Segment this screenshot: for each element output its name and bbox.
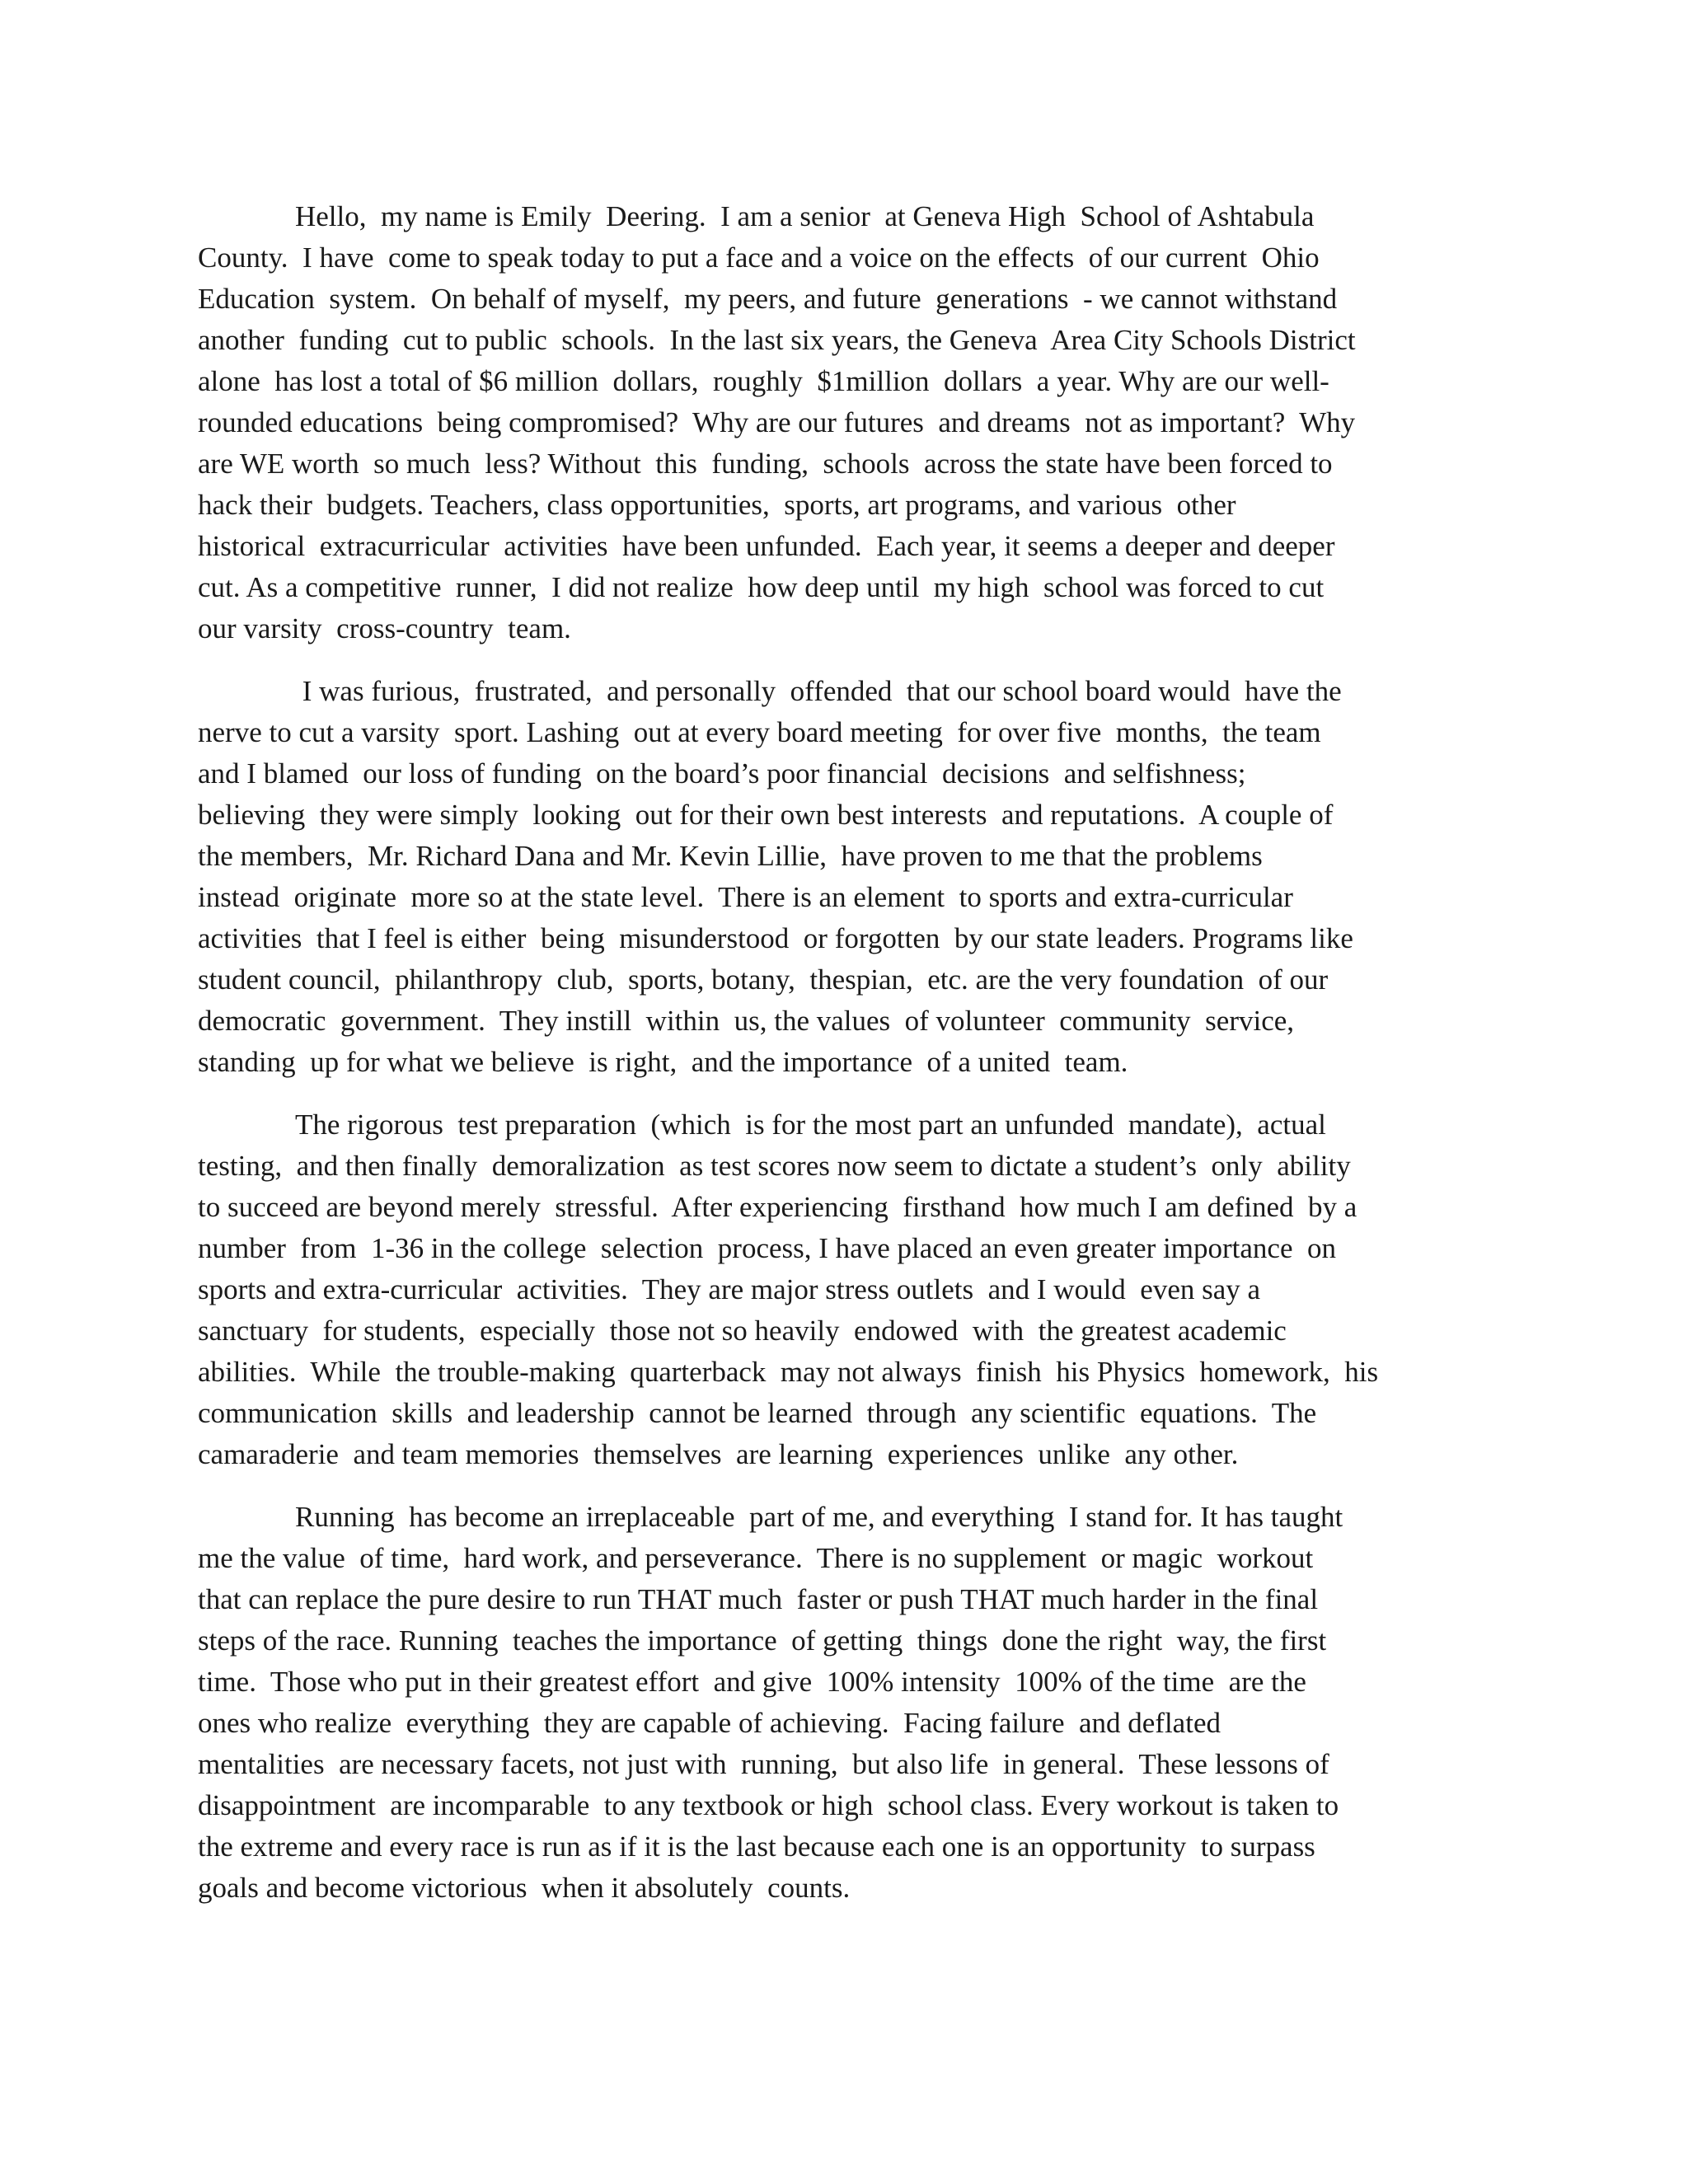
text-line: democratic government. They instill within us, the values of volunteer community service, bbox=[198, 1005, 1295, 1037]
text-line: The rigorous test preparation (which is for the most part an unfunded mandate), actual bbox=[295, 1108, 1326, 1141]
text-line: our varsity cross-country team. bbox=[198, 612, 571, 644]
text-line: and I blamed our loss of funding on the board’s poor financial decisions and selfishness; bbox=[198, 757, 1246, 790]
paragraph-2 bbox=[198, 671, 1471, 1083]
text-line: the extreme and every race is run as if it is the last because each one is an opportunity to surpass bbox=[198, 1830, 1315, 1863]
text-line: believing they were simply looking out for their own best interests and reputations. A couple of bbox=[198, 799, 1334, 831]
paragraph-3 bbox=[198, 1104, 1471, 1475]
text-line: steps of the race. Running teaches the importance of getting things done the right way, the first bbox=[198, 1624, 1327, 1657]
text-line: rounded educations being compromised? Why are our futures and dreams not as important? Why bbox=[198, 406, 1356, 438]
text-line: testing, and then finally demoralization as test scores now seem to dictate a student’s only ability bbox=[198, 1150, 1351, 1182]
text-line: alone has lost a total of $6 million dollars, roughly $1million dollars a year. Why are our well- bbox=[198, 365, 1329, 397]
text-line: are WE worth so much less? Without this funding, schools across the state have been forced to bbox=[198, 448, 1333, 480]
text-line: disappointment are incomparable to any textbook or high school class. Every workout is taken to bbox=[198, 1789, 1339, 1821]
text-line: number from 1-36 in the college selection process, I have placed an even greater importance on bbox=[198, 1232, 1336, 1264]
paragraph-spacer bbox=[198, 1475, 1471, 1497]
paragraph-4 bbox=[198, 1497, 1471, 1909]
text-line: the members, Mr. Richard Dana and Mr. Kevin Lillie, have proven to me that the problems bbox=[198, 840, 1263, 872]
text-line: goals and become victorious when it absolutely counts. bbox=[198, 1872, 851, 1904]
text-line: activities that I feel is either being misunderstood or forgotten by our state leaders. Programs like bbox=[198, 922, 1353, 954]
text-line: hack their budgets. Teachers, class opportunities, sports, art programs, and various other bbox=[198, 489, 1236, 521]
text-line: I was furious, frustrated, and personally offended that our school board would have the bbox=[295, 675, 1342, 707]
text-line: Hello, my name is Emily Deering. I am a senior at Geneva High School of Ashtabula bbox=[295, 200, 1315, 232]
text-line: mentalities are necessary facets, not just with running, but also life in general. These lessons of bbox=[198, 1748, 1329, 1780]
text-line: standing up for what we believe is right, and the importance of a united team. bbox=[198, 1046, 1128, 1078]
paragraph-spacer bbox=[198, 1083, 1471, 1104]
text-line: to succeed are beyond merely stressful. After experiencing firsthand how much I am defined by a bbox=[198, 1191, 1357, 1223]
paragraph-spacer bbox=[198, 649, 1471, 671]
text-line: abilities. While the trouble-making quarterback may not always finish his Physics homework, his bbox=[198, 1356, 1379, 1388]
text-line: Running has become an irreplaceable part of me, and everything I stand for. It has taught bbox=[295, 1501, 1343, 1533]
text-line: cut. As a competitive runner, I did not realize how deep until my high school was forced to cut bbox=[198, 571, 1325, 603]
document-body bbox=[198, 196, 1471, 1909]
text-line: nerve to cut a varsity sport. Lashing out at every board meeting for over five months, the team bbox=[198, 716, 1321, 748]
text-line: County. I have come to speak today to put a face and a voice on the effects of our current Ohio bbox=[198, 241, 1320, 274]
text-line: instead originate more so at the state level. There is an element to sports and extra-curricular bbox=[198, 881, 1293, 913]
text-line: communication skills and leadership cannot be learned through any scientific equations. The bbox=[198, 1397, 1317, 1429]
paragraph-1 bbox=[198, 196, 1471, 649]
text-line: another funding cut to public schools. In the last six years, the Geneva Area City Schools District bbox=[198, 324, 1356, 356]
text-line: historical extracurricular activities have been unfunded. Each year, it seems a deeper and deeper bbox=[198, 530, 1335, 562]
text-line: time. Those who put in their greatest effort and give 100% intensity 100% of the time are the bbox=[198, 1666, 1306, 1698]
text-line: sanctuary for students, especially those not so heavily endowed with the greatest academic bbox=[198, 1315, 1287, 1347]
text-line: sports and extra-curricular activities. They are major stress outlets and I would even say a bbox=[198, 1273, 1261, 1305]
text-line: student council, philanthropy club, sports, botany, thespian, etc. are the very foundation of our bbox=[198, 963, 1329, 996]
text-line: me the value of time, hard work, and perseverance. There is no supplement or magic workout bbox=[198, 1542, 1314, 1574]
text-line: camaraderie and team memories themselves are learning experiences unlike any other. bbox=[198, 1438, 1239, 1470]
text-line: Education system. On behalf of myself, my peers, and future generations - we cannot withstand bbox=[198, 283, 1338, 315]
text-line: that can replace the pure desire to run THAT much faster or push THAT much harder in the final bbox=[198, 1583, 1319, 1615]
text-line: ones who realize everything they are capable of achieving. Facing failure and deflated bbox=[198, 1707, 1221, 1739]
